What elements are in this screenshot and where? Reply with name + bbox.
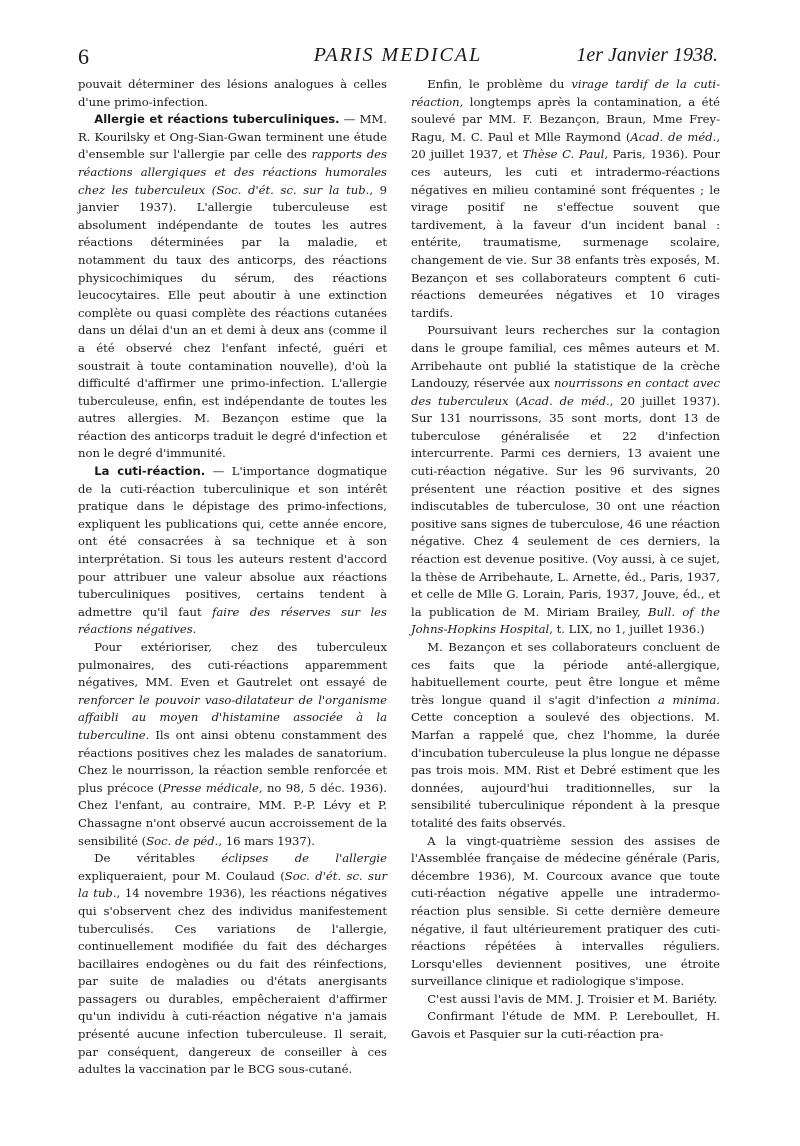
section-heading-allergy: Allergie et réactions tuberculiniques.: [94, 112, 340, 127]
journal-title: PARIS MEDICAL: [313, 44, 483, 66]
running-header: [78, 44, 718, 74]
paragraph-avis: C'est aussi l'avis de MM. J. Troisier et M. Bariéty.: [427, 991, 718, 1006]
section-heading-cuti-reaction: La cuti-réaction.: [94, 464, 206, 479]
paragraph-eclipses: De véritables éclipses de l'allergie expliqueraient, pour M. Coulaud (Soc. d'ét. sc. sur la tub., 14 novembre 1936), les réactions négatives qui s'observent chez des individus manifestement tuberculisés. Ces variations de l'allergie, continuellement modifiée du fait des décharges bacillaires endogènes ou du fait des réinfections, par suite de maladies ou d'états anergisants passagers ou durables, empêcheraient d'affirmer qu'un individu à cuti-réaction négative n'a jamais présenté aucune infection tuberculeuse. Il serait, par conséquent, dangereux de conseiller à ces adultes la vaccination par le BCG sous-cutané.: [78, 851, 387, 1077]
issue-date: 1er Janvier 1938.: [576, 44, 718, 66]
page-number: 6: [78, 44, 89, 69]
paragraph-virage-tardif: Enfin, le problème du virage tardif de la cuti-réaction, longtemps après la contamination, a été soulevé par MM. F. Bezançon, Braun, Mme Frey-Ragu, M. C. Paul et Mlle Raymond (Acad. de méd., 20 juillet 1937, et Thèse C. Paul, Paris, 1936). Pour ces auteurs, les cuti et intradermo-réactions négatives en milieu contaminé sont fréquentes ; le virage positif ne s'effectue souvent que tardivement, à la faveur d'un incident banal : entérite, traumatisme, surmenage scolaire, changement de vie. Sur 38 enfants très exposés, M. Bezançon et ses collaborateurs comptent 6 cuti-réactions demeurées négatives et 10 virages tardifs.: [411, 77, 720, 320]
paragraph-confirmant: Confirmant l'étude de MM. P. Lereboullet, H. Gavois et Pasquier sur la cuti-réaction pra-: [411, 1009, 720, 1042]
paragraph-creche-landouzy: Poursuivant leurs recherches sur la contagion dans le groupe familial, ces mêmes auteurs et M. Arribehaute ont publié la statistique de la crèche Landouzy, réservée aux nourrissons en contact avec des tuberculeux (Acad. de méd., 20 juillet 1937). Sur 131 nourrissons, 35 sont morts, dont 13 de tuberculose généralisée et 22 d'infection intercurrente. Parmi ces derniers, 13 avaient une cuti-réaction négative. Sur les 96 survivants, 20 présentent une réaction positive et des signes indiscutables de tuberculose, 30 ont une réaction positive sans signes de tuberculose, 46 une réaction négative. Chez 4 seulement de ces derniers, la réaction est devenue positive. (Voy aussi, à ce sujet, la thèse de Arribehaute, L. Arnette, éd., Paris, 1937, et celle de Mlle G. Lorain, Paris, 1937, Jouve, éd., et la publication de M. Miriam Brailey, Bull. of the Johns-Hopkins Hospital, t. LIX, no 1, juillet 1936.): [411, 323, 721, 637]
paragraph-periode-ante-allergique: M. Bezançon et ses collaborateurs concluent de ces faits que la période anté-allergique, habituellement courte, peut être longue et même très longue quand il s'agit d'infection a minima. Cette conception a soulevé des objections. M. Marfan a rappelé que, chez l'homme, la durée d'incubation tuberculeuse la plus longue ne dépasse pas trois mois. MM. Rist et Debré estiment que les données, aujourd'hui traditionnelles, sur la sensibilité tuberculinique répondent à la presque totalité des faits observés.: [411, 640, 720, 830]
paragraph-continuation: pouvait déterminer des lésions analogues à celles d'une primo-infection.: [78, 77, 387, 109]
paragraph-assises: A la vingt-quatrième session des assises de l'Assemblée française de médecine générale (Paris, décembre 1936), M. Courcoux avance que toute cuti-réaction négative appelle une intradermo-réaction plus sensible. Si cette dernière demeure négative, il faut ultérieurement pratiquer des cuti-réactions répétées à intervalles réguliers. Lorsqu'elles deviennent positives, une étroite surveillance clinique et radiologique s'impose.: [411, 833, 720, 989]
left-column: [78, 76, 387, 1128]
right-column: [411, 76, 720, 1128]
two-column-body: [78, 76, 720, 1128]
paragraph-cuti-reaction: La cuti-réaction. — L'importance dogmatique de la cuti-réaction tuberculinique et son intérêt pratique dans le dépistage des primo-infections, expliquent les publications qui, cette année encore, ont été consacrées à sa technique et à son interprétation. Si tous les auteurs restent d'accord pour attribuer une valeur absolue aux réactions tuberculiniques positives, certains tendent à admettre qu'il faut faire des réserves sur les réactions négatives.: [78, 464, 388, 637]
paragraph-allergy: Allergie et réactions tuberculiniques. — MM. R. Kourilsky et Ong-Sian-Gwan terminent une étude d'ensemble sur l'allergie par celle des rapports des réactions allergiques et des réactions humorales chez les tuberculeux (Soc. d'ét. sc. sur la tub., 9 janvier 1937). L'allergie tuberculeuse est absolument indépendante de toutes les autres réactions déterminées par la maladie, et notamment du taux des anticorps, des réactions physicochimiques du sérum, des réactions leucocytaires. Elle peut aboutir à une extinction complète ou quasi complète des réactions cutanées dans un délai d'un an et demi à deux ans (comme il a été observé chez l'enfant infecté, guéri et soustrait à toute contamination nouvelle), d'où la difficulté d'affirmer une primo-infection. L'allergie tuberculeuse, enfin, est indépendante de toutes les autres allergies. M. Bezançon estime que la réaction des anticorps traduit le degré d'infection et non le degré d'immunité.: [78, 112, 387, 461]
paragraph-exterioriser: Pour extérioriser, chez des tuberculeux pulmonaires, des cuti-réactions apparemment négatives, MM. Even et Gautrelet ont essayé de renforcer le pouvoir vaso-dilatateur de l'organisme affaibli au moyen d'histamine associée à la tuberculine. Ils ont ainsi obtenu constamment des réactions positives chez les malades de sanatorium. Chez le nourrisson, la réaction semble renforcée et plus précoce (Presse médicale, no 98, 5 déc. 1936). Chez l'enfant, au contraire, MM. P.-P. Lévy et P. Chassagne n'ont observé aucun accroissement de la sensibilité (Soc. de péd., 16 mars 1937).: [78, 640, 387, 848]
